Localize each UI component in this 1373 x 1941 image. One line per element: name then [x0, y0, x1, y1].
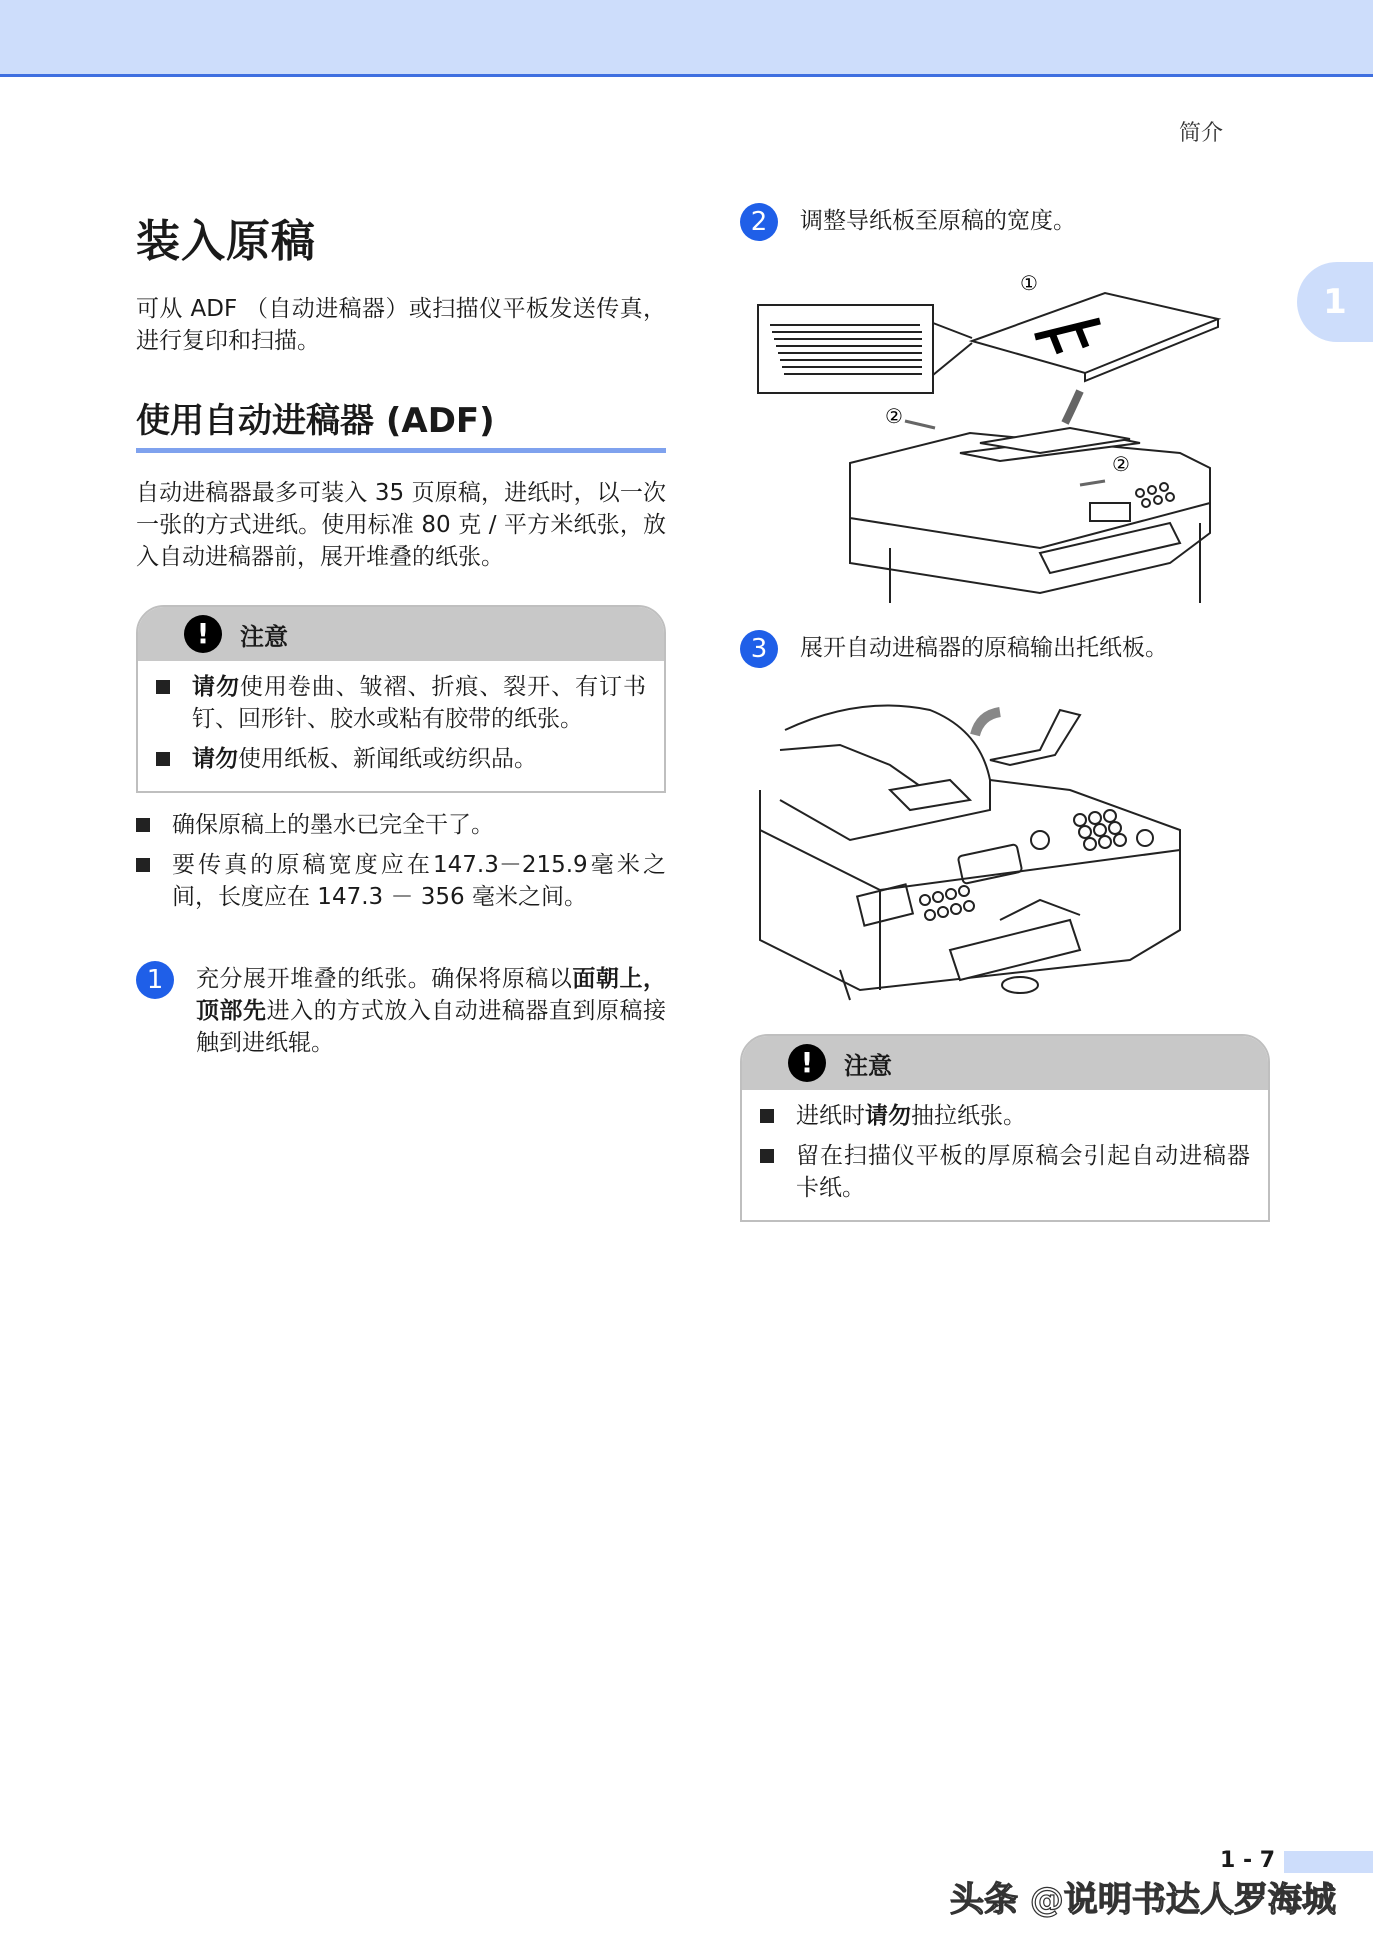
note-title: 注意	[844, 1051, 892, 1080]
adf-guide-illustration	[740, 263, 1270, 612]
bullet-square-icon	[156, 680, 170, 694]
note-item-text: 抽拉纸张。	[911, 1103, 1026, 1129]
callout-2-right: ②	[1112, 452, 1130, 476]
callout-1: ①	[1020, 271, 1038, 295]
step-text	[196, 963, 666, 1059]
list-item-text: 确保原稿上的墨水已完全干了。	[172, 812, 494, 838]
note-box	[136, 605, 666, 793]
note-item-text: 使用卷曲、皱褶、折痕、裂开、有订书钉、回形针、胶水或粘有胶带的纸张。	[192, 674, 647, 732]
watermark: 头条 @说明书达人罗海城	[950, 1880, 1336, 1920]
bullet-square-icon	[760, 1149, 774, 1163]
callout-2-left: ②	[885, 404, 903, 428]
right-column	[740, 205, 1270, 1222]
note-item	[156, 671, 646, 735]
step-text-part: 进入的方式放入自动进稿器直到原稿接触到进纸辊。	[196, 998, 667, 1056]
note-body	[742, 1090, 1268, 1220]
printer-paper-guide-figure	[740, 263, 1230, 608]
bullet-square-icon	[136, 818, 150, 832]
step-number: 1	[136, 961, 174, 999]
page-number: 1 - 7	[1220, 1848, 1276, 1873]
bullet-square-icon	[136, 858, 150, 872]
list-item	[136, 809, 666, 841]
exclamation-icon: !	[184, 615, 222, 653]
bullet-square-icon	[760, 1109, 774, 1123]
chapter-tab[interactable]: 1	[1297, 262, 1373, 342]
list-item-text: 要传真的原稿宽度应在147.3－215.9毫米之间，长度应在 147.3 － 356 毫米之间。	[172, 852, 666, 910]
section-heading: 使用自动进稿器 (ADF)	[136, 393, 666, 453]
requirements-list	[136, 809, 666, 913]
intro-text: 可从 ADF （自动进稿器）或扫描仪平板发送传真，进行复印和扫描。	[136, 296, 666, 354]
emphasis: 请勿	[865, 1103, 911, 1129]
note-title: 注意	[240, 622, 288, 651]
emphasis: 请勿	[192, 674, 240, 700]
adf-description: 自动进稿器最多可装入 35 页原稿，进纸时，以一次一张的方式进纸。使用标准 80 克 / 平方米纸张，放入自动进稿器前，展开堆叠的纸张。	[136, 480, 666, 570]
step-number: 3	[740, 630, 778, 668]
note-item-text: 进纸时	[796, 1103, 865, 1129]
note-item	[760, 1140, 1250, 1204]
list-item	[136, 849, 666, 913]
output-tray-illustration	[740, 690, 1270, 1014]
step-text: 展开自动进稿器的原稿输出托纸板。	[800, 635, 1168, 661]
step-1	[136, 963, 666, 1059]
printer-output-tray-figure	[740, 690, 1230, 1010]
header-bar	[0, 0, 1373, 77]
note-item	[156, 743, 646, 775]
left-column	[136, 205, 666, 1059]
note-header	[138, 607, 664, 661]
exclamation-icon: !	[788, 1044, 826, 1082]
step-3	[740, 632, 1270, 668]
bullet-square-icon	[156, 752, 170, 766]
note-box	[740, 1034, 1270, 1222]
note-body	[138, 661, 664, 791]
step-text: 调整导纸板至原稿的宽度。	[800, 208, 1076, 234]
step-2	[740, 205, 1270, 241]
page-number-bar	[1284, 1851, 1373, 1873]
page-title: 装入原稿	[136, 216, 316, 267]
emphasis: 面朝上，顶部先	[196, 966, 667, 1024]
emphasis: 请勿	[192, 746, 238, 772]
note-item-text: 使用纸板、新闻纸或纺织品。	[238, 746, 537, 772]
section-name: 简介	[1178, 121, 1223, 146]
step-number: 2	[740, 203, 778, 241]
note-item	[760, 1100, 1250, 1132]
step-text-part: 充分展开堆叠的纸张。确保将原稿以	[196, 966, 573, 992]
note-item-text: 留在扫描仪平板的厚原稿会引起自动进稿器卡纸。	[796, 1143, 1250, 1201]
note-header	[742, 1036, 1268, 1090]
